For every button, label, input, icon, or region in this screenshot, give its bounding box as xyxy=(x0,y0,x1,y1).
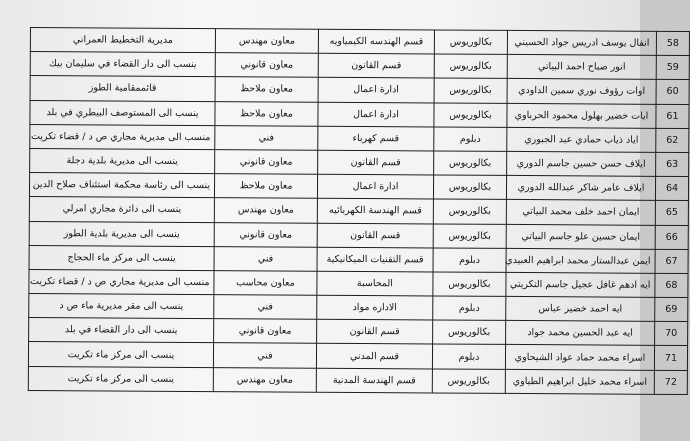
job-title-cell: معاون مهندس xyxy=(215,29,318,54)
assignment-note-cell: ينسب الى دائرة مجاري امرلي xyxy=(29,197,214,222)
job-title-cell: فني xyxy=(214,295,317,320)
degree-cell: بكالوريوس xyxy=(433,223,506,248)
row-number-cell: 63 xyxy=(656,152,689,176)
assignment-note-cell: ينسب الى رئاسة محكمة استئناف صلاح الدين xyxy=(29,173,214,198)
department-cell: قسم القانون xyxy=(318,150,434,175)
job-title-cell: معاون قانوني xyxy=(214,319,317,344)
degree-cell: بكالوريوس xyxy=(434,151,507,176)
employee-name-cell: ايات خضير بهلول محمود الحرباوي xyxy=(507,103,656,128)
assignment-note-cell: ينسب الى مديرية بلدية دجلة xyxy=(30,148,215,173)
row-number-cell: 66 xyxy=(655,225,688,249)
employee-name-cell: ايمان حسين علو جاسم البياتي xyxy=(506,224,655,249)
assignment-note-cell: ينسب الى دار القضاء في سليمان بيك xyxy=(30,52,215,77)
job-title-cell: معاون ملاحظ xyxy=(215,101,318,126)
department-cell: قسم القانون xyxy=(317,223,433,248)
department-cell: قسم القانون xyxy=(317,320,433,345)
employee-name-cell: ايمان احمد خلف محمد البياتي xyxy=(506,200,655,225)
degree-cell: دبلوم xyxy=(432,344,505,369)
department-cell: قسم كهرباء xyxy=(318,126,434,151)
department-cell: ادارة اعمال xyxy=(318,102,434,127)
assignment-note-cell: منسب الى مديرية مجاري ص د / قضاء تكريت xyxy=(29,269,214,294)
degree-cell: دبلوم xyxy=(434,127,507,152)
degree-cell: بكالوريوس xyxy=(433,272,506,297)
assignment-note-cell: ينسب الى المستوصف البيطري في بلد xyxy=(30,100,215,125)
department-cell: قسم المدني xyxy=(316,344,432,369)
employee-name-cell: ايلاف عامر شاكر عبدالله الدوري xyxy=(506,176,655,201)
employee-name-cell: ايمن عبدالستار محمد ابراهيم العبيدي xyxy=(506,248,655,273)
employee-name-cell: ايه ادهم غافل عجيل جاسم التكريتي xyxy=(506,272,655,297)
department-cell: ادارة اعمال xyxy=(318,78,434,103)
row-number-cell: 61 xyxy=(656,104,689,128)
degree-cell: بكالوريوس xyxy=(433,175,506,200)
assignment-note-cell: ينسب الى مقر مديرية ماء ص د xyxy=(29,294,214,319)
row-number-cell: 68 xyxy=(655,273,688,297)
assignment-note-cell: ينسب الى مديرية بلدية الطوز xyxy=(29,221,214,246)
employee-name-cell: ايلاف حسن حسين جاسم الدوري xyxy=(507,151,656,176)
assignment-note-cell: ينسب الى مركز ماء الحجاج xyxy=(29,245,214,270)
assignment-note-cell: ينسب الى دار القضاء في بلد xyxy=(29,318,214,343)
job-title-cell: معاون مهندس xyxy=(214,198,317,223)
department-cell: قسم الهندسة المدنية xyxy=(316,368,432,393)
department-cell: قسم القانون xyxy=(318,53,434,78)
employee-name-cell: اسراء محمد حماد عواد الشيحاوي xyxy=(505,345,654,370)
job-title-cell: فني xyxy=(213,343,316,368)
assignment-note-cell: منسب الى مديرية مجاري ص د / قضاء تكريت xyxy=(30,124,215,149)
table-row xyxy=(28,366,687,394)
degree-cell: بكالوريوس xyxy=(433,199,506,224)
job-title-cell: فني xyxy=(214,246,317,271)
job-title-cell: معاون ملاحظ xyxy=(215,77,318,102)
department-cell: قسم الهندسه الكيمياويه xyxy=(318,29,434,54)
department-cell: ادارة اعمال xyxy=(317,174,433,199)
roster-table-body xyxy=(28,28,689,395)
degree-cell: بكالوريوس xyxy=(432,369,505,394)
employee-name-cell: ايه احمد خضير عباس xyxy=(506,296,655,321)
job-title-cell: معاون ملاحظ xyxy=(214,174,317,199)
employee-name-cell: انفال يوسف ادريس جواد الحسيني xyxy=(507,30,656,55)
row-number-cell: 71 xyxy=(654,346,687,370)
assignment-note-cell: مديرية التخطيط العمراني xyxy=(30,28,215,53)
row-number-cell: 67 xyxy=(655,249,688,273)
row-number-cell: 62 xyxy=(656,128,689,152)
job-title-cell: فني xyxy=(215,125,318,150)
row-number-cell: 64 xyxy=(655,176,688,200)
job-title-cell: معاون قانوني xyxy=(215,53,318,78)
assignment-note-cell: قائممقامية الطوز xyxy=(30,76,215,101)
assignment-note-cell: ينسب الى مركز ماء تكريت xyxy=(28,342,213,367)
row-number-cell: 65 xyxy=(655,201,688,225)
job-title-cell: معاون محاسب xyxy=(214,271,317,296)
employee-name-cell: اوات رؤوف نوري سمين الداودي xyxy=(507,79,656,104)
employee-name-cell: اياد ذياب حمادي عبد الجبوري xyxy=(507,127,656,152)
row-number-cell: 59 xyxy=(656,56,689,80)
job-title-cell: معاون قانوني xyxy=(214,222,317,247)
degree-cell: بكالوريوس xyxy=(434,78,507,103)
row-number-cell: 72 xyxy=(654,370,687,394)
department-cell: الاداره مواد xyxy=(317,295,433,320)
job-title-cell: معاون مهندس xyxy=(213,367,316,392)
employee-name-cell: اسراء محمد خليل ابراهيم الطياوي xyxy=(505,369,654,394)
employee-roster-table xyxy=(28,27,690,395)
degree-cell: بكالوريوس xyxy=(434,30,507,55)
degree-cell: بكالوريوس xyxy=(434,54,507,79)
assignment-note-cell: ينسب الى مركز ماء تكريت xyxy=(28,366,213,391)
degree-cell: بكالوريوس xyxy=(433,320,506,345)
employee-name-cell: انور صباح احمد البياتي xyxy=(507,55,656,80)
employee-name-cell: ايه عبد الحسين محمد جواد xyxy=(506,321,655,346)
row-number-cell: 60 xyxy=(656,80,689,104)
job-title-cell: معاون قانوني xyxy=(215,150,318,175)
degree-cell: بكالوريوس xyxy=(434,103,507,128)
department-cell: قسم الهندسة الكهربائيه xyxy=(317,199,433,224)
department-cell: قسم التقنيات الميكانيكية xyxy=(317,247,433,272)
row-number-cell: 70 xyxy=(655,322,688,346)
row-number-cell: 58 xyxy=(656,31,689,55)
department-cell: المحاسبة xyxy=(317,271,433,296)
degree-cell: دبلوم xyxy=(433,296,506,321)
degree-cell: دبلوم xyxy=(433,248,506,273)
row-number-cell: 69 xyxy=(655,297,688,321)
